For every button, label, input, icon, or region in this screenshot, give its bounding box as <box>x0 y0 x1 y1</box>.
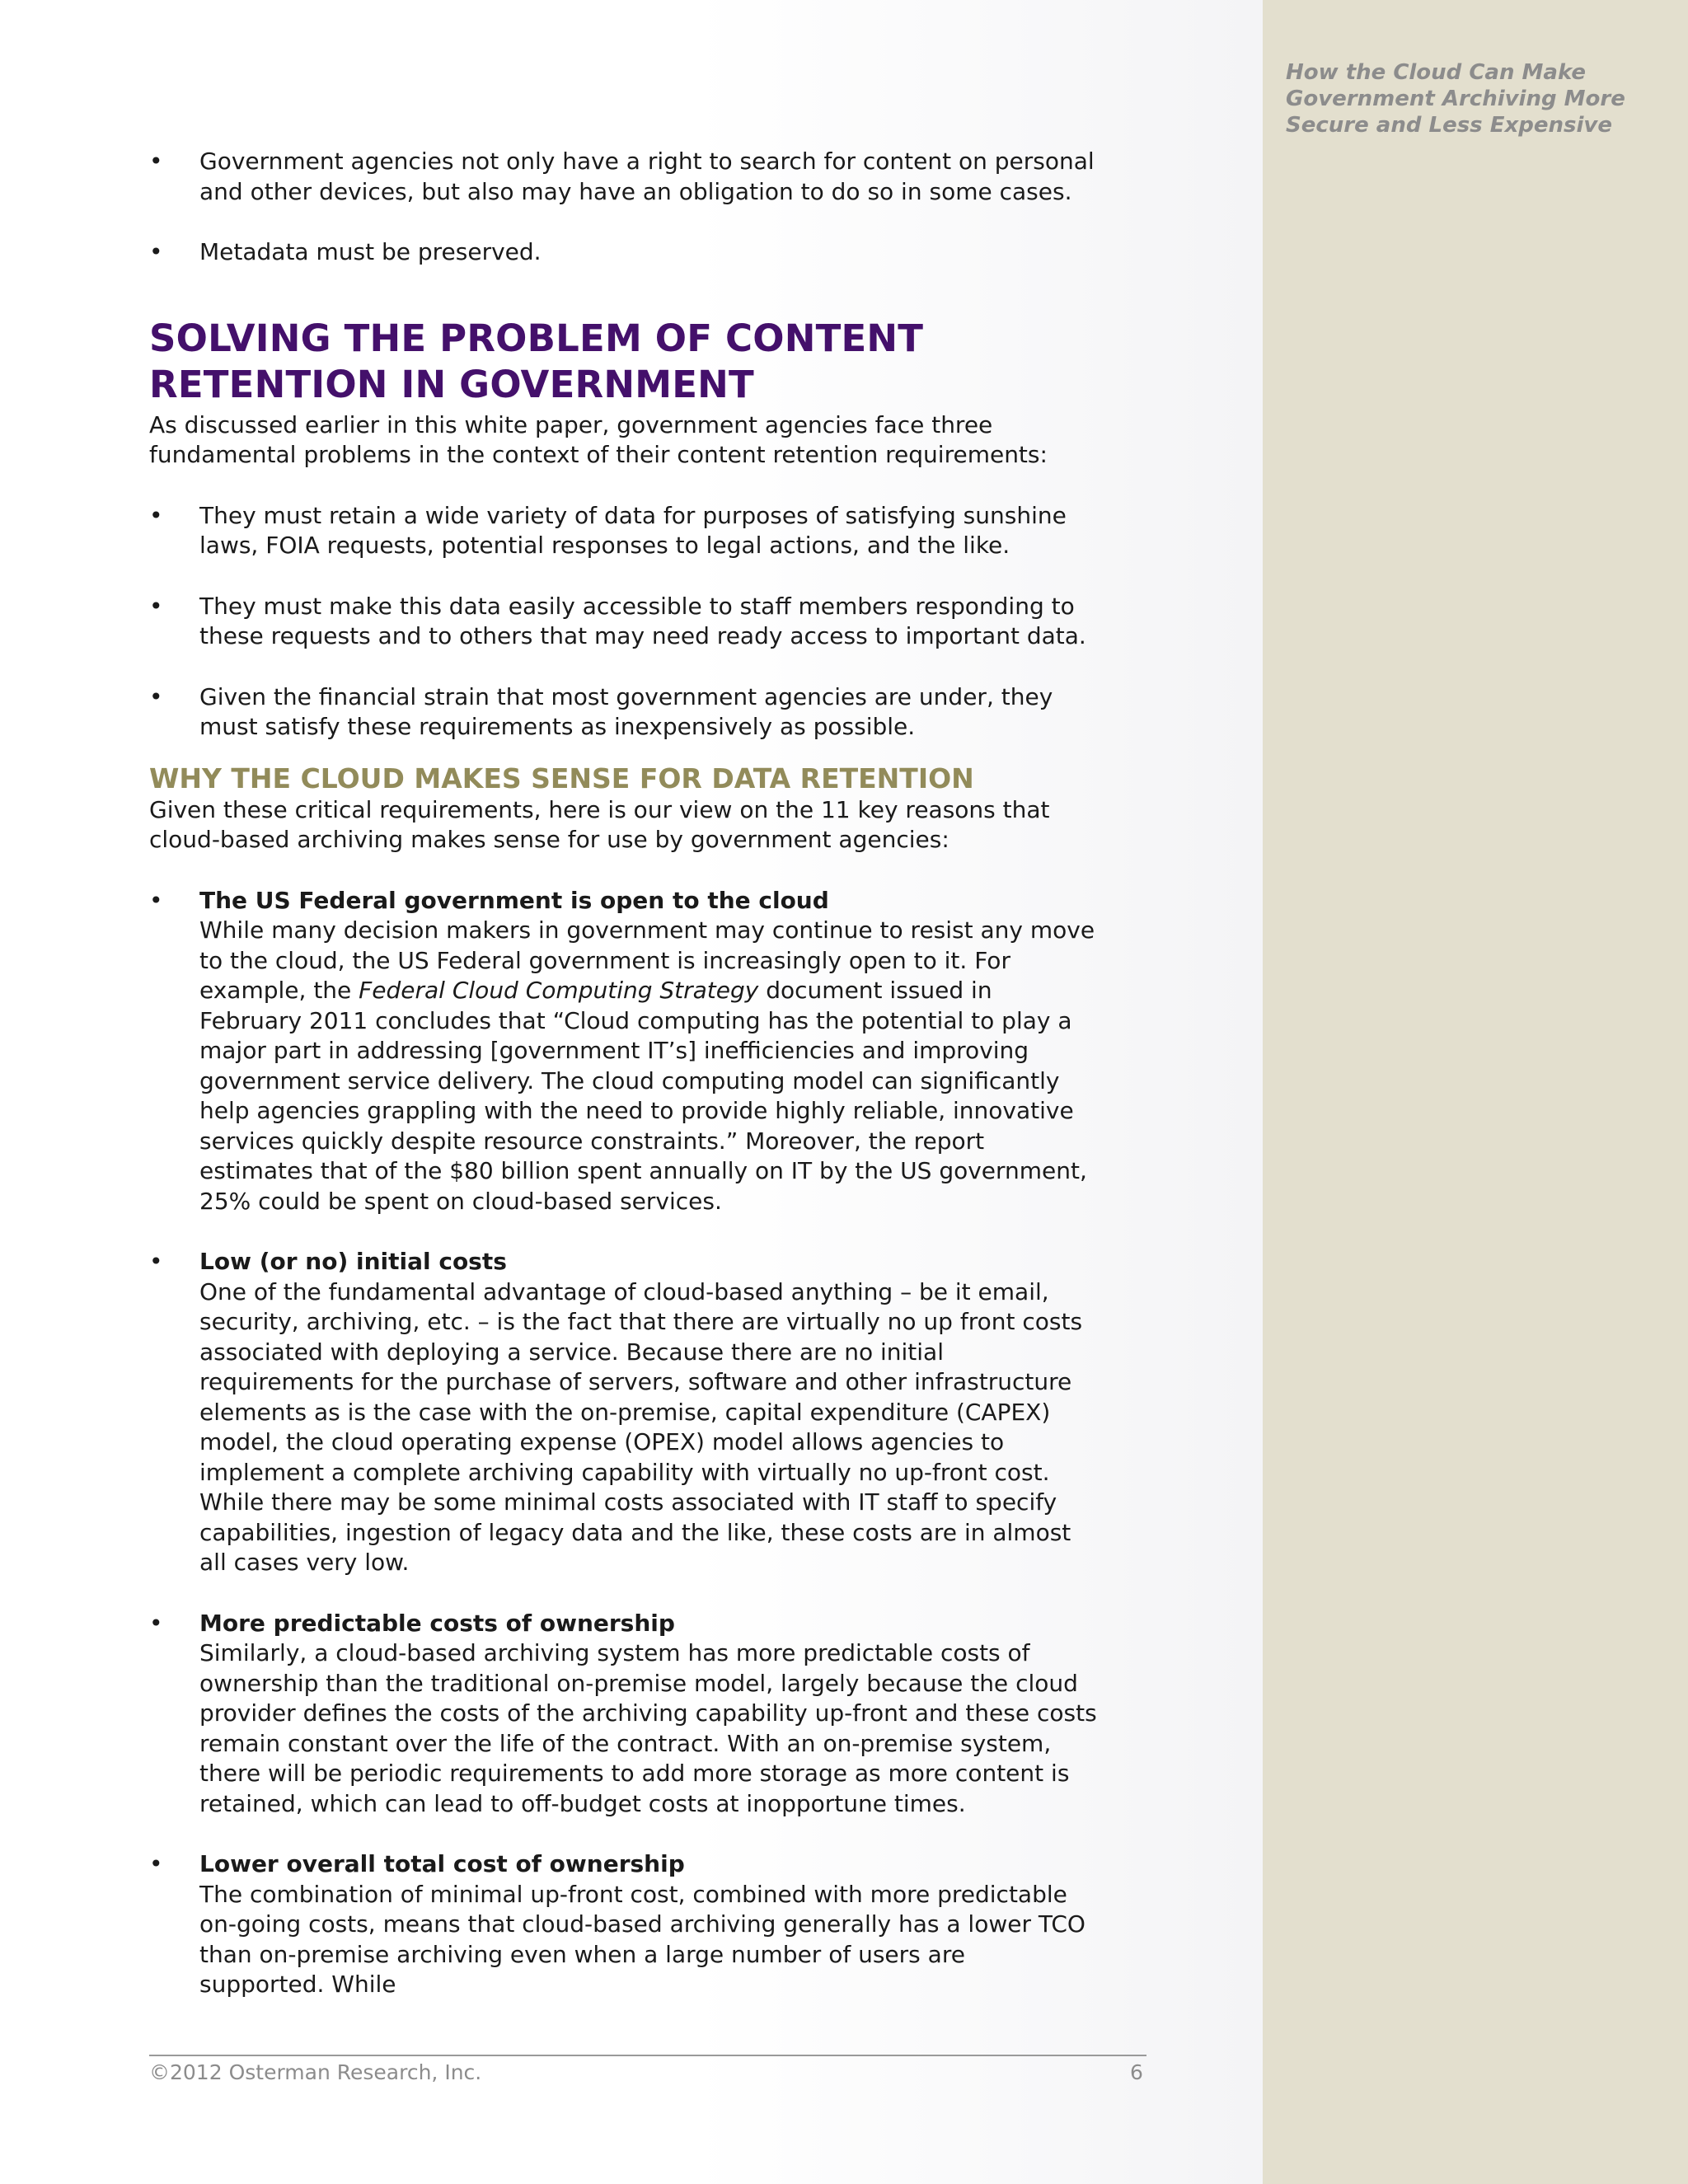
reason-title: • More predictable costs of ownership <box>199 1609 675 1637</box>
subsection-heading: WHY THE CLOUD MAKES SENSE FOR DATA RETENTION <box>149 762 974 794</box>
bullet-text: Government agencies not only have a right to search for content on personal and other devices, but also may have an obligation to do so in some cases. <box>199 148 1095 205</box>
reason-title: • Low (or no) initial costs <box>199 1248 507 1275</box>
reason-item <box>149 886 1097 1217</box>
list-item <box>149 501 1097 561</box>
reason-item <box>149 1609 1097 1820</box>
reason-item <box>149 1247 1097 1578</box>
reason-item <box>149 1849 1097 2000</box>
bullet-text: They must make this data easily accessible to staff members responding to these requests and to others that may need ready access to important data. <box>199 592 1086 649</box>
bullet-text: Given the financial strain that most government agencies are under, they must satisfy these requirements as inexpensively as possible. <box>199 682 1053 740</box>
list-item <box>149 592 1097 652</box>
reason-title: • The US Federal government is open to the cloud <box>199 886 829 914</box>
list-item <box>149 237 1097 268</box>
sidebar-title: How the Cloud Can Make Government Archiving More Secure and Less Expensive <box>1286 60 1625 138</box>
reason-title: • Lower overall total cost of ownership <box>199 1850 685 1877</box>
footer-divider <box>149 2055 1146 2056</box>
footer-copyright: ©2012 Osterman Research, Inc. <box>149 2060 482 2084</box>
subsection-intro: Given these critical requirements, here is our view on the 11 key reasons that cloud-based archiving makes sense for use by government agencies: <box>149 795 1050 853</box>
reason-text: While many decision makers in government may continue to resist any move to the cloud, the US Federal government is increasingly open to it. For example, the Federal Cloud Computing Strategy document issued in February 2011 concludes that “Cloud computing has the potential to play a major part in addressing [government IT’s] inefficiencies and improving government service delivery. The cloud computing model can significantly help agencies grappling with the need to provide highly reliable, innovative services quickly despite resource constraints.” Moreover, the report estimates that of the $80 billion spent annually on IT by the US government, 25% could be spent on cloud-based services. <box>199 916 1095 1215</box>
reason-text: Similarly, a cloud-based archiving system has more predictable costs of ownership than the traditional on-premise model, largely because the cloud provider defines the costs of the archiving capability up-front and these costs remain constant over the life of the contract. With an on-premise system, there will be periodic requirements to add more storage as more content is retained, which can lead to off-budget costs at inopportune times. <box>199 1639 1097 1817</box>
list-item <box>149 682 1097 743</box>
section-heading-line: RETENTION IN GOVERNMENT <box>149 362 754 406</box>
bullet-text: Metadata must be preserved. <box>199 238 542 265</box>
section-heading-line: SOLVING THE PROBLEM OF CONTENT <box>149 316 924 360</box>
section-intro: As discussed earlier in this white paper, government agencies face three fundamental problems in the context of their content retention requirements: <box>149 410 1048 468</box>
sidebar-panel <box>1263 0 1688 2184</box>
page-number: 6 <box>1130 2060 1143 2084</box>
page-content <box>149 147 1097 2000</box>
reason-text: The combination of minimal up-front cost, combined with more predictable on-going costs, means that cloud-based archiving generally has a lower TCO than on-premise archiving even when a large number of users are supported. While <box>199 1880 1085 1998</box>
document-title-italic: Federal Cloud Computing Strategy <box>359 977 759 1004</box>
reason-text: One of the fundamental advantage of cloud-based anything – be it email, security, archiving, etc. – is the fact that there are virtually no up front costs associated with deploying a service. Because there are no initial requirements for the purchase of servers, software and other infrastructure elements as is the case with the on-premise, capital expenditure (CAPEX) model, the cloud operating expense (OPEX) model allows agencies to implement a complete archiving capability with virtually no up-front cost. While there may be some minimal costs associated with IT staff to specify capabilities, ingestion of legacy data and the like, these costs are in almost all cases very low. <box>199 1277 1083 1576</box>
list-item <box>149 147 1097 207</box>
bullet-text: They must retain a wide variety of data for purposes of satisfying sunshine laws, FOIA requests, potential responses to legal actions, and the like. <box>199 501 1067 559</box>
section-heading <box>149 316 1097 408</box>
